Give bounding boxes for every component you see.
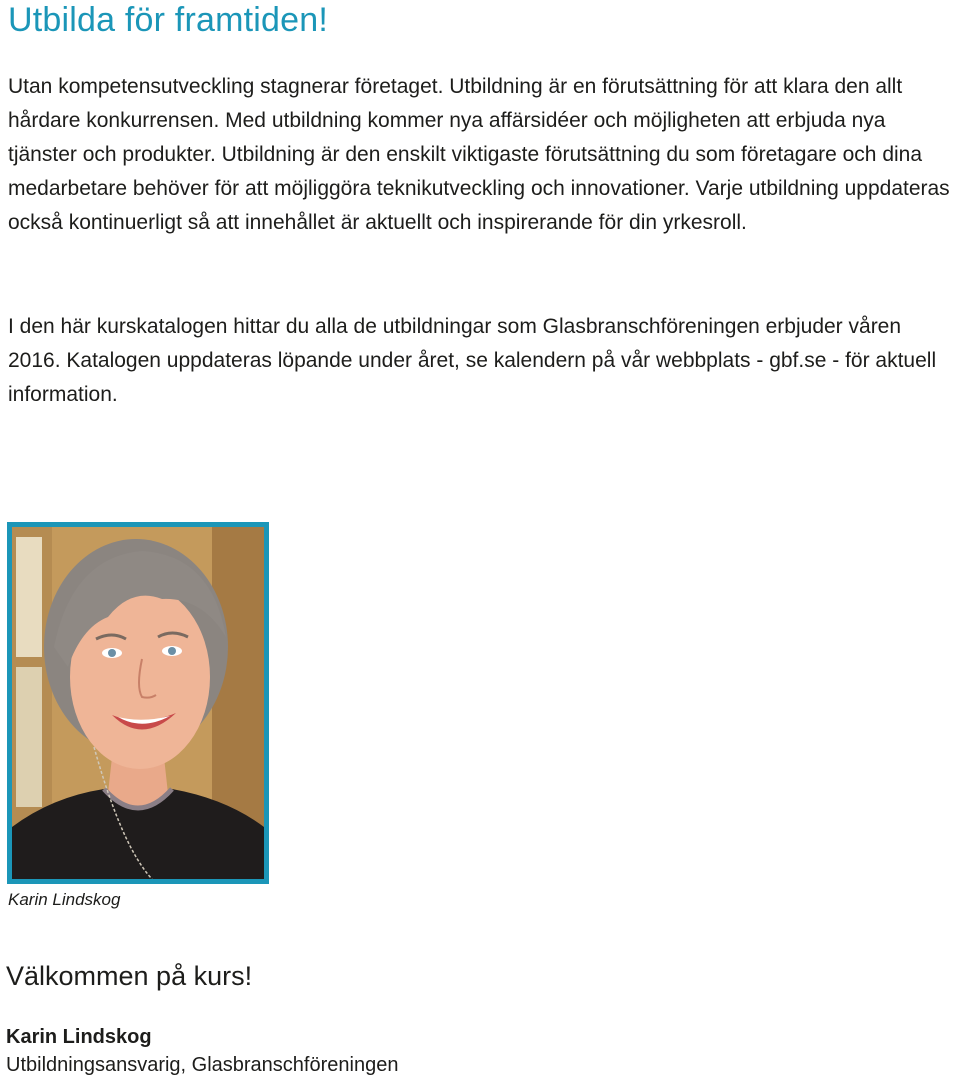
catalog-paragraph: I den här kurskatalogen hittar du alla de utbildningar som Glasbranschföreningen erbjuder våren 2016. Katalogen uppdateras löpande under året, se kalendern på vår webbplats - gbf.se - för aktuell information. [8, 315, 937, 406]
portrait-illustration [12, 527, 264, 879]
signature-name: Karin Lindskog [6, 1026, 152, 1048]
photo-caption: Karin Lindskog [8, 890, 121, 909]
page-title: Utbilda för framtiden! [8, 1, 328, 39]
signature-role: Utbildningsansvarig, Glasbranschföreningen [6, 1054, 399, 1076]
portrait-photo [7, 522, 269, 884]
intro-paragraph: Utan kompetensutveckling stagnerar företaget. Utbildning är en förutsättning för att klara den allt hårdare konkurrensen. Med utbildning kommer nya affärsidéer och möjligheten att erbjuda nya tjänster och produkter. Utbildning är den enskilt viktigaste förutsättning du som företagare och dina medarbetare behöver för att möjliggöra teknikutveckling och innovationer. Varje utbildning uppdateras också kontinuerligt så att innehållet är aktuellt och inspirerande för din yrkesroll. [8, 75, 950, 234]
welcome-heading: Välkommen på kurs! [6, 961, 253, 991]
